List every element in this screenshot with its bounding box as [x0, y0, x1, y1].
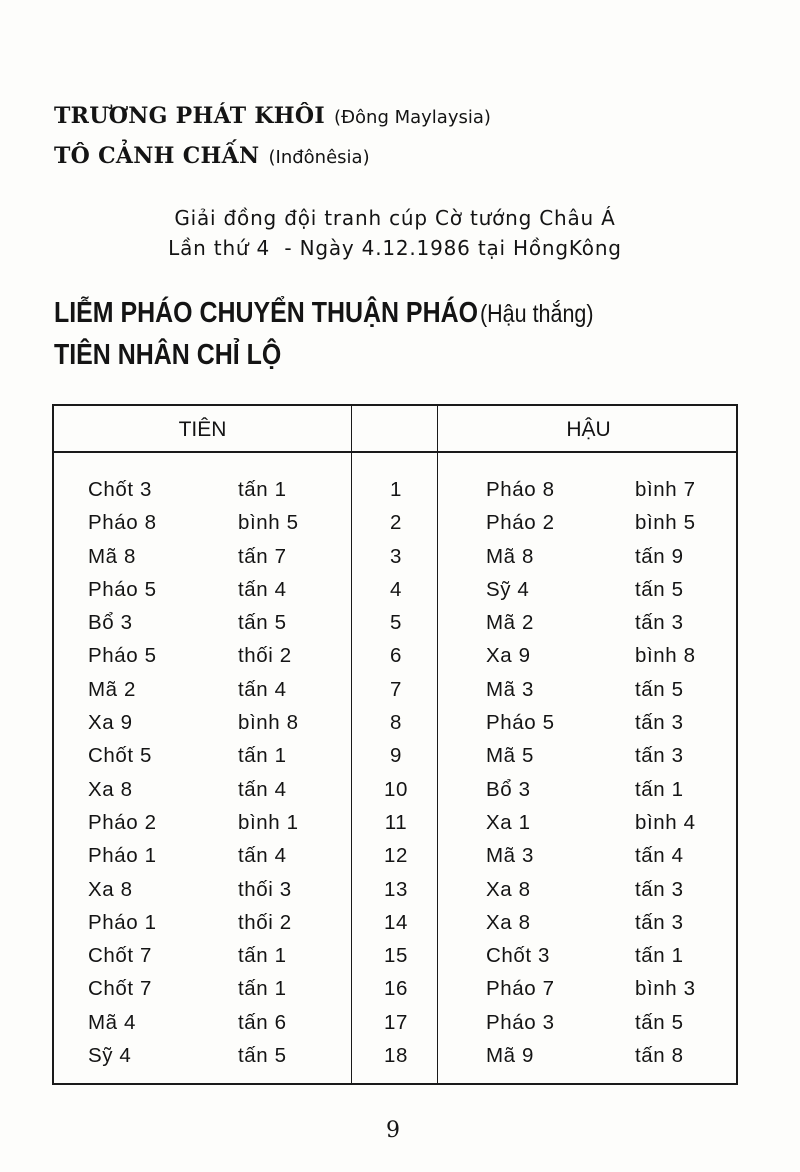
move-number: 5	[389, 611, 402, 635]
second-action: bình 8	[635, 644, 696, 668]
first-piece: Bổ 3	[88, 611, 133, 635]
second-piece: Xa 8	[486, 910, 531, 934]
second-piece: Pháo 7	[486, 977, 555, 1001]
first-piece: Chốt 7	[88, 944, 152, 968]
second-action: tấn 1	[635, 944, 684, 968]
second-piece: Pháo 8	[486, 478, 555, 501]
event-line-2: Lần thứ 4 - Ngày 4.12.1986 tại HồngKông	[168, 236, 622, 260]
table-row	[54, 1006, 736, 1039]
move-number: 13	[383, 877, 408, 901]
first-action: tấn 5	[238, 611, 287, 635]
first-action: thối 3	[238, 877, 292, 901]
table-row	[54, 839, 736, 872]
table-row	[54, 906, 736, 939]
player-country: (Đông Maylaysia)	[334, 107, 491, 128]
first-piece: Mã 2	[88, 677, 136, 701]
event-info	[100, 203, 690, 263]
second-piece: Sỹ 4	[486, 577, 530, 601]
second-piece: Xa 8	[486, 877, 531, 901]
first-action: tấn 1	[238, 744, 287, 768]
move-number: 4	[389, 577, 402, 601]
first-action: tấn 1	[238, 977, 287, 1001]
first-action: bình 8	[238, 711, 299, 735]
second-action: tấn 3	[635, 711, 684, 735]
page-number: 9	[386, 1118, 400, 1143]
event-line-1: Giải đồng đội tranh cúp Cờ tướng Châu Á	[174, 206, 616, 230]
game-result: (Hậu thắng)	[480, 300, 594, 328]
header-first-player: TIÊN	[178, 418, 227, 441]
move-number: 12	[383, 844, 408, 868]
first-piece: Pháo 1	[88, 844, 157, 868]
second-action: tấn 3	[635, 744, 684, 768]
first-piece: Sỹ 4	[88, 1044, 132, 1068]
first-piece: Chốt 3	[88, 478, 152, 501]
first-piece: Xa 9	[88, 711, 133, 735]
first-piece: Pháo 2	[88, 810, 157, 834]
second-piece: Chốt 3	[486, 944, 550, 968]
table-row	[54, 473, 736, 506]
move-number: 16	[383, 977, 408, 1001]
first-piece: Pháo 5	[88, 577, 157, 601]
table-row	[54, 773, 736, 806]
move-number: 17	[383, 1010, 408, 1034]
player-name: TRƯƠNG PHÁT KHÔI	[54, 103, 325, 129]
opening-title-line-2	[54, 334, 612, 376]
table-row	[54, 939, 736, 972]
table-row	[54, 806, 736, 839]
first-piece: Xa 8	[88, 777, 133, 801]
first-piece: Chốt 5	[88, 744, 152, 768]
move-number: 18	[383, 1044, 408, 1068]
player-name: TÔ CẢNH CHẤN	[54, 143, 260, 169]
move-number: 7	[389, 677, 402, 701]
first-piece: Chốt 7	[88, 977, 152, 1001]
first-piece: Pháo 5	[88, 644, 157, 668]
second-action: bình 5	[635, 511, 696, 535]
second-piece: Xa 9	[486, 644, 531, 668]
second-piece: Mã 2	[486, 611, 534, 635]
first-action: thối 2	[238, 644, 292, 668]
second-action: bình 4	[635, 810, 696, 834]
second-action: bình 7	[635, 478, 696, 501]
second-piece: Xa 1	[486, 810, 531, 834]
table-row	[54, 606, 736, 639]
second-piece: Mã 5	[486, 744, 534, 768]
first-action: bình 1	[238, 810, 299, 834]
moves-rows	[54, 473, 736, 1072]
header-second-player: HẬU	[566, 418, 611, 441]
first-piece: Pháo 8	[88, 511, 157, 535]
table-row	[54, 540, 736, 573]
move-number: 10	[383, 777, 408, 801]
first-action: tấn 1	[238, 944, 287, 968]
second-action: tấn 5	[635, 677, 684, 701]
move-number: 9	[389, 744, 402, 768]
move-number: 14	[383, 910, 408, 934]
first-piece: Xa 8	[88, 877, 133, 901]
first-action: tấn 4	[238, 777, 287, 801]
second-piece: Mã 8	[486, 544, 534, 568]
move-number: 1	[389, 478, 402, 501]
opening-title	[54, 292, 612, 376]
first-action: tấn 4	[238, 677, 287, 701]
second-piece: Pháo 3	[486, 1010, 555, 1034]
first-action: tấn 5	[238, 1044, 287, 1068]
second-action: tấn 5	[635, 577, 684, 601]
table-row	[54, 972, 736, 1005]
move-number: 2	[389, 511, 402, 535]
first-action: tấn 1	[238, 478, 287, 501]
second-action: bình 3	[635, 977, 696, 1001]
first-action: tấn 4	[238, 577, 287, 601]
first-piece: Mã 8	[88, 544, 136, 568]
player-first	[54, 96, 491, 136]
table-row	[54, 739, 736, 772]
second-piece: Mã 3	[486, 677, 534, 701]
table-row	[54, 506, 736, 539]
second-piece: Mã 9	[486, 1044, 534, 1068]
first-piece: Mã 4	[88, 1010, 136, 1034]
second-action: tấn 9	[635, 544, 684, 568]
opening-subname: TIÊN NHÂN CHỈ LỘ	[54, 339, 282, 371]
second-action: tấn 4	[635, 844, 684, 868]
second-piece: Mã 3	[486, 844, 534, 868]
second-action: tấn 3	[635, 877, 684, 901]
opening-name: LIỄM PHÁO CHUYỂN THUẬN PHÁO	[54, 297, 478, 329]
first-action: thối 2	[238, 910, 292, 934]
move-number: 8	[389, 711, 402, 735]
table-row	[54, 639, 736, 672]
first-action: tấn 7	[238, 544, 287, 568]
moves-table	[52, 404, 738, 1085]
players-block	[54, 96, 491, 176]
table-row	[54, 573, 736, 606]
table-row	[54, 1039, 736, 1072]
second-piece: Bổ 3	[486, 777, 531, 801]
second-piece: Pháo 2	[486, 511, 555, 535]
first-piece: Pháo 1	[88, 910, 157, 934]
table-row	[54, 873, 736, 906]
table-row	[54, 706, 736, 739]
second-action: tấn 8	[635, 1044, 684, 1068]
table-row	[54, 673, 736, 706]
move-number: 15	[383, 944, 408, 968]
header-divider	[54, 451, 736, 453]
move-number: 3	[389, 544, 402, 568]
second-action: tấn 3	[635, 910, 684, 934]
second-action: tấn 3	[635, 611, 684, 635]
move-number: 11	[384, 810, 408, 834]
second-action: tấn 1	[635, 777, 684, 801]
first-action: tấn 4	[238, 844, 287, 868]
player-country: (Inđônêsia)	[268, 147, 370, 168]
second-piece: Pháo 5	[486, 711, 555, 735]
move-number: 6	[389, 644, 402, 668]
first-action: bình 5	[238, 511, 299, 535]
second-action: tấn 5	[635, 1010, 684, 1034]
player-second	[54, 136, 491, 176]
first-action: tấn 6	[238, 1010, 287, 1034]
opening-title-line-1	[54, 292, 612, 334]
